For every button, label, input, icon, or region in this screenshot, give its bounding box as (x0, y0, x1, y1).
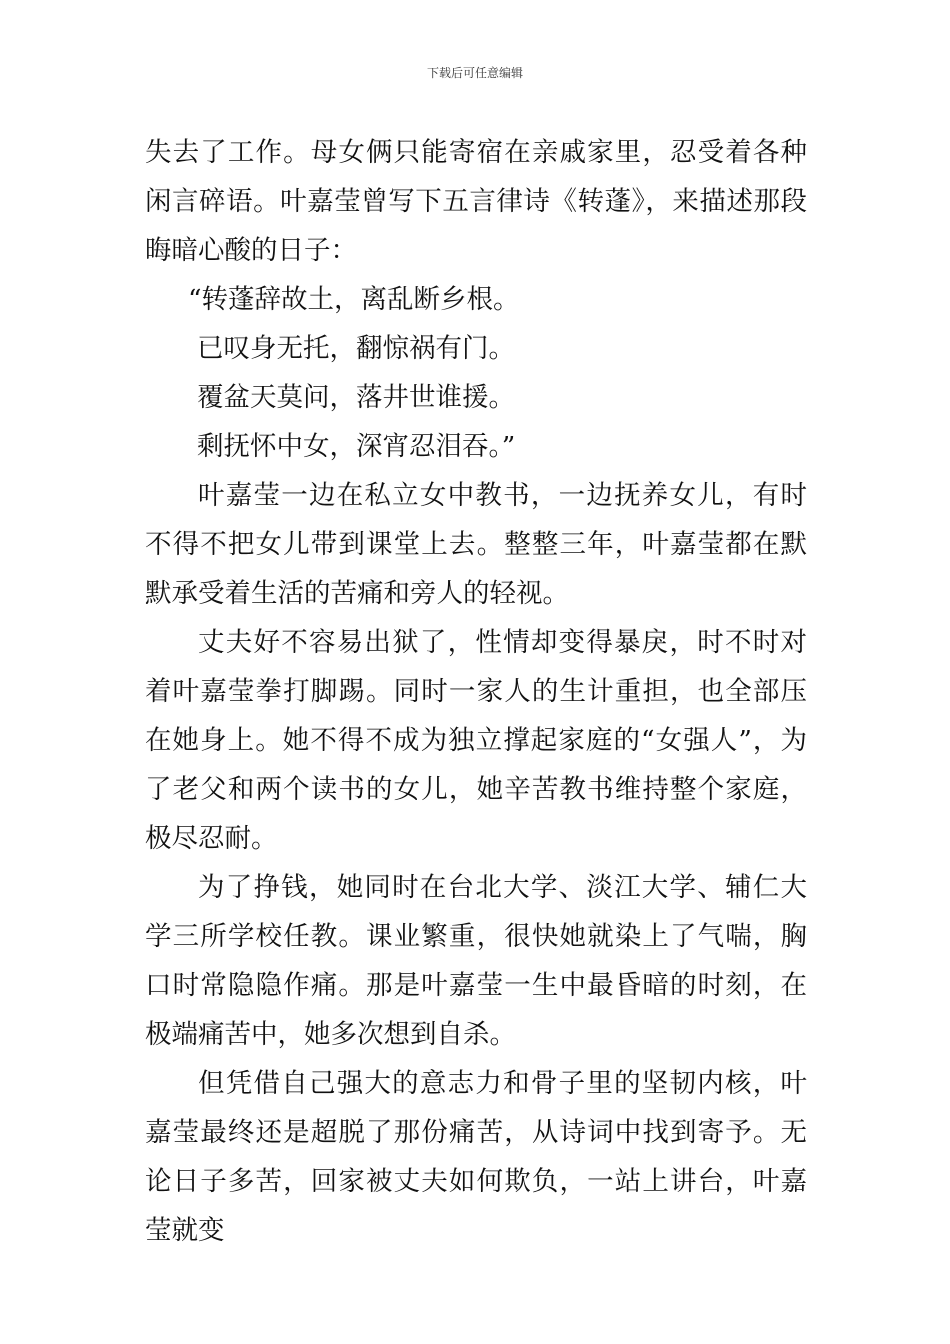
paragraph: 丈夫好不容易出狱了，性情却变得暴戾，时不时对着叶嘉莹拳打脚踢。同时一家人的生计重担，也全部压在她身上。她不得不成为独立撑起家庭的“女强人”，为了老父和两个读书的女儿，她辛苦教书维持整个家庭，极尽忍耐。 (145, 627, 807, 854)
paragraph: 叶嘉莹一边在私立女中教书，一边抚养女儿，有时不得不把女儿带到课堂上去。整整三年，叶嘉莹都在默默承受着生活的苦痛和旁人的轻视。 (145, 480, 807, 609)
paragraph: 为了挣钱，她同时在台北大学、淡江大学、辅仁大学三所学校任教。课业繁重，很快她就染上了气喘，胸口时常隐隐作痛。那是叶嘉莹一生中最昏暗的时刻，在极端痛苦中，她多次想到自杀。 (145, 872, 807, 1050)
page-header: 下载后可任意编辑 (426, 66, 523, 80)
poem-line: “转蓬辞故土，离乱断乡根。 (188, 284, 520, 315)
paragraph: 但凭借自己强大的意志力和骨子里的坚韧内核，叶嘉莹最终还是超脱了那份痛苦，从诗词中找到寄予。无论日子多苦，回家被丈夫如何欺负，一站上讲台，叶嘉莹就变 (145, 1068, 807, 1246)
poem-line: 剩抚怀中女，深宵忍泪吞。” (197, 431, 516, 462)
document-body (145, 128, 807, 1255)
poem-block (145, 275, 807, 471)
paragraph-continuation: 失去了工作。母女俩只能寄宿在亲戚家里，忍受着各种闲言碎语。叶嘉莹曾写下五言律诗《转蓬》，来描述那段晦暗心酸的日子： (145, 137, 807, 266)
poem-line: 已叹身无托，翻惊祸有门。 (197, 333, 515, 364)
poem-line: 覆盆天莫问，落井世谁援。 (197, 382, 515, 413)
